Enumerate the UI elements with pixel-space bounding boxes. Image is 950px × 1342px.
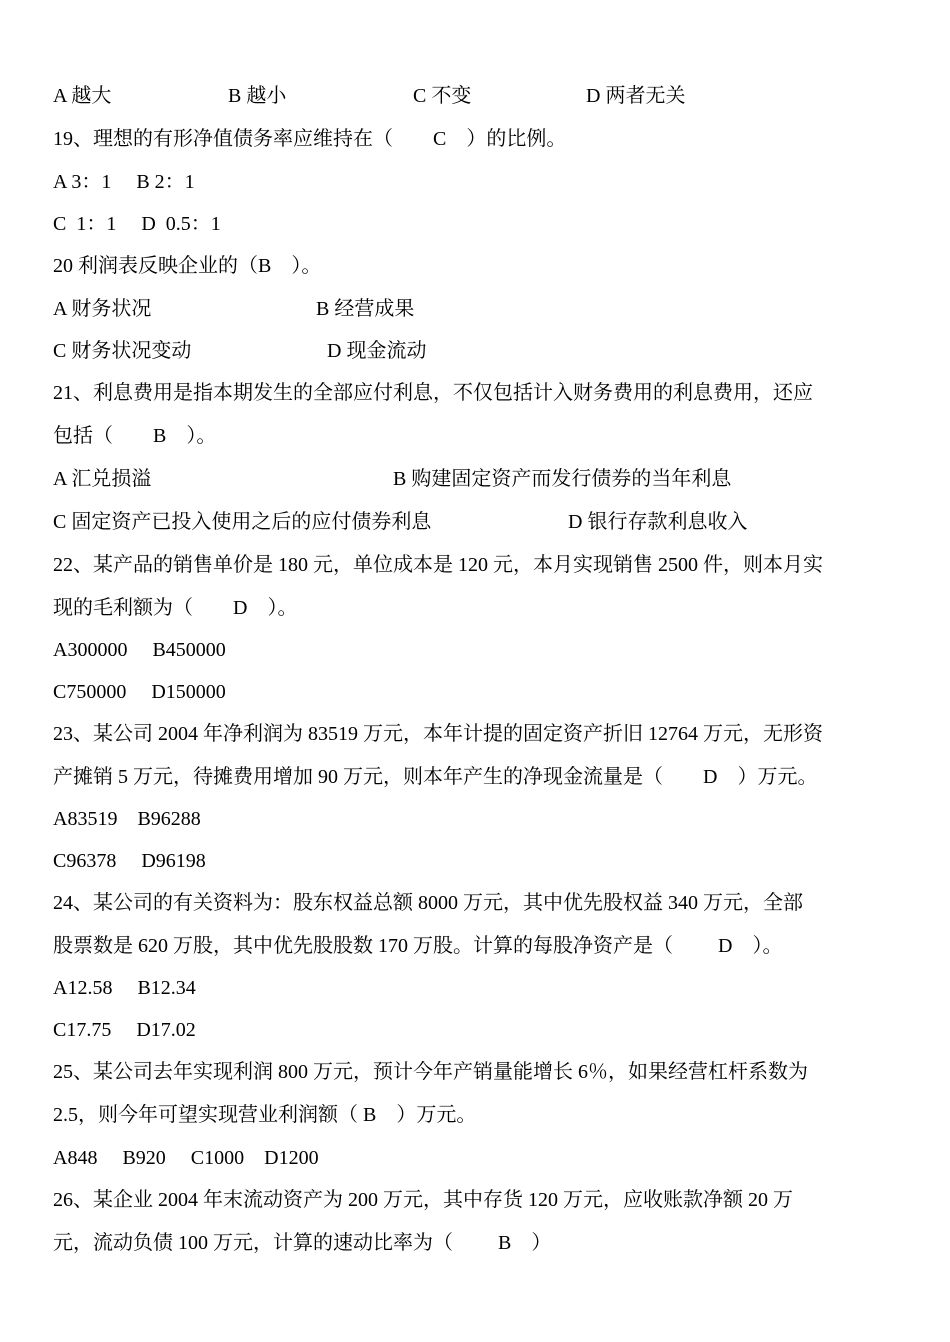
q19-options-line2: C 1：1 D 0.5：1 xyxy=(53,213,221,235)
q20-option-d: D 现金流动 xyxy=(327,340,427,362)
q22-stem-line1: 22、某产品的销售单价是 180 元，单位成本是 120 元，本月实现销售 2500 件，则本月实 xyxy=(53,554,823,576)
q23-stem-line2: 产摊销 5 万元，待摊费用增加 90 万元，则本年产生的净现金流量是（ D ）万元。 xyxy=(53,766,818,788)
q21-stem-line1: 21、利息费用是指本期发生的全部应付利息，不仅包括计入财务费用的利息费用，还应 xyxy=(53,382,813,404)
q26-stem-line1: 26、某企业 2004 年末流动资产为 200 万元，其中存货 120 万元，应收账款净额 20 万 xyxy=(53,1189,793,1211)
q18-option-c: C 不变 xyxy=(413,85,472,107)
q19-stem: 19、理想的有形净值债务率应维持在（ C ）的比例。 xyxy=(53,128,567,150)
q19-options-line1: A 3：1 B 2：1 xyxy=(53,171,195,193)
q20-option-a: A 财务状况 xyxy=(53,298,152,320)
q23-options-line2: C96378 D96198 xyxy=(53,850,206,872)
q25-stem-line1: 25、某公司去年实现利润 800 万元，预计今年产销量能增长 6％，如果经营杠杆系数为 xyxy=(53,1061,808,1083)
q21-option-d: D 银行存款利息收入 xyxy=(568,511,748,533)
q23-stem-line1: 23、某公司 2004 年净利润为 83519 万元，本年计提的固定资产折旧 12764 万元，无形资 xyxy=(53,723,823,745)
q18-option-a: A 越大 xyxy=(53,85,112,107)
q23-options-line1: A83519 B96288 xyxy=(53,808,201,830)
q24-stem-line2: 股票数是 620 万股，其中优先股股数 170 万股。计算的每股净资产是（ D ）。 xyxy=(53,935,783,957)
q25-options-line1: A848 B920 C1000 D1200 xyxy=(53,1147,319,1169)
q21-option-c: C 固定资产已投入使用之后的应付债券利息 xyxy=(53,511,432,533)
q21-stem-line2: 包括（ B ）。 xyxy=(53,425,217,447)
q25-stem-line2: 2.5，则今年可望实现营业利润额（ B ）万元。 xyxy=(53,1104,477,1126)
q21-option-a: A 汇兑损溢 xyxy=(53,468,152,490)
q20-option-b: B 经营成果 xyxy=(316,298,415,320)
q22-stem-line2: 现的毛利额为（ D ）。 xyxy=(53,597,298,619)
q26-stem-line2: 元，流动负债 100 万元，计算的速动比率为（ B ） xyxy=(53,1232,552,1254)
q18-option-d: D 两者无关 xyxy=(586,85,686,107)
q22-options-line2: C750000 D150000 xyxy=(53,681,226,703)
q20-option-c: C 财务状况变动 xyxy=(53,340,192,362)
q24-options-line2: C17.75 D17.02 xyxy=(53,1019,196,1041)
q24-stem-line1: 24、某公司的有关资料为：股东权益总额 8000 万元，其中优先股权益 340 万元，全部 xyxy=(53,892,803,914)
q21-option-b: B 购建固定资产而发行债券的当年利息 xyxy=(393,468,732,490)
q20-stem: 20 利润表反映企业的（B ）。 xyxy=(53,255,322,277)
q24-options-line1: A12.58 B12.34 xyxy=(53,977,196,999)
q22-options-line1: A300000 B450000 xyxy=(53,639,226,661)
q18-option-b: B 越小 xyxy=(228,85,287,107)
